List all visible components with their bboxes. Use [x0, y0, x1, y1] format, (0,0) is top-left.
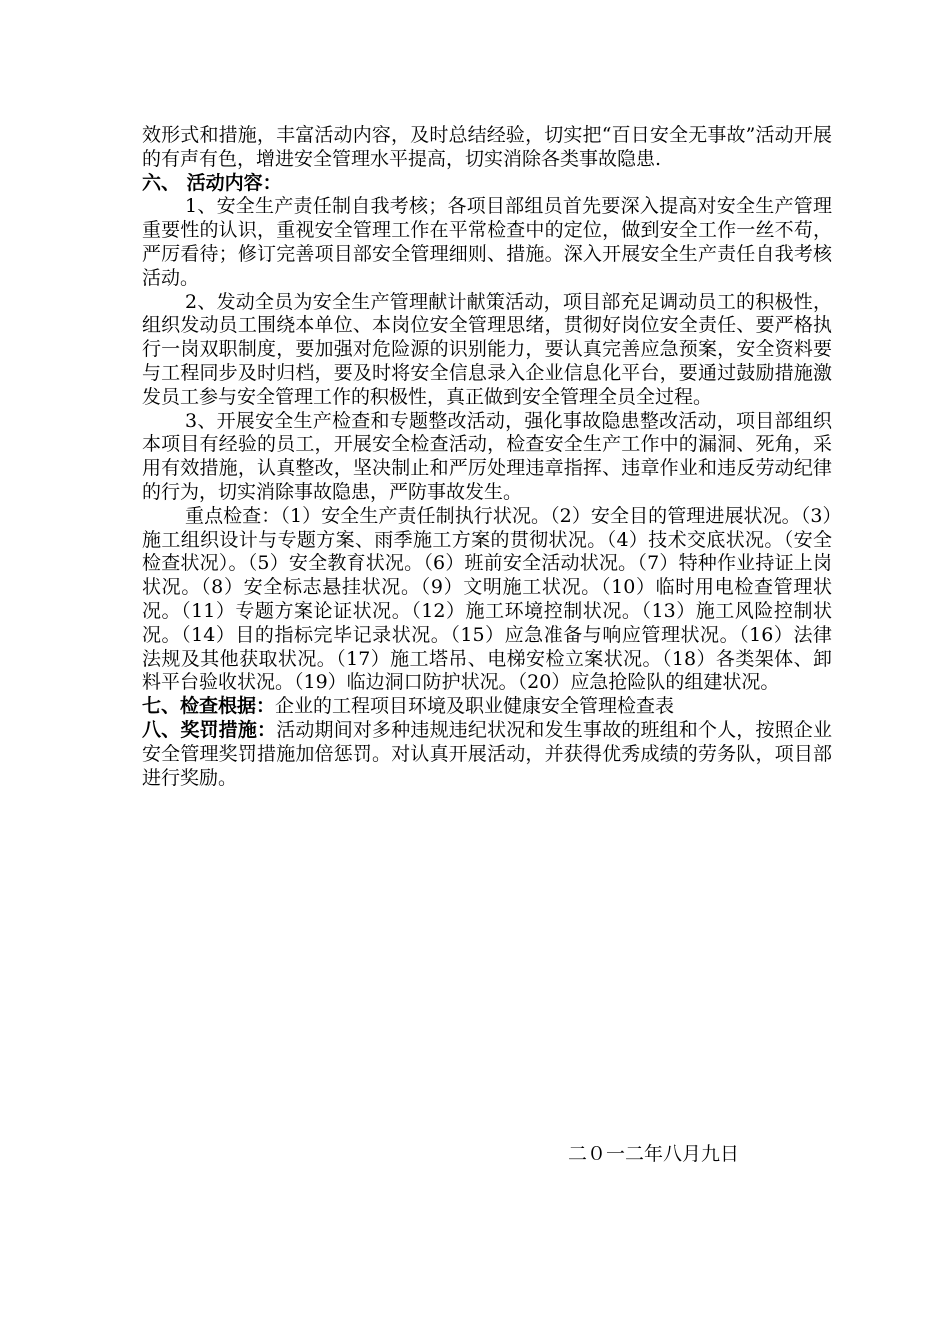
section-8 [142, 719, 832, 790]
section-8-text: 活动期间对多种违规违纪状况和发生事故的班组和个人，按照企业安全管理奖罚措施加倍惩罚。对认真开展活动，并获得优秀成绩的劳务队，项目部进行奖励。 [142, 718, 832, 789]
section-6-heading: 六、 活动内容： [142, 171, 282, 194]
document-date: 二０一二年八月九日 [568, 1143, 740, 1165]
section-6-item-2: 2、发动全员为安全生产管理献计献策活动，项目部充足调动员工的积极性，组织发动员工围绕本单位、本岗位安全管理思绪，贯彻好岗位安全责任、要严格执行一岗双职制度，要加强对危险源的识别能力，要认真完善应急预案，安全资料要与工程同步及时归档，要及时将安全信息录入企业信息化平台，要通过鼓励措施激发员工参与安全管理工作的积极性，真正做到安全管理全员全过程。 [142, 290, 832, 408]
key-inspection-paragraph: 重点检查：（1）安全生产责任制执行状况。（2）安全目的管理进展状况。（3）施工组织设计与专题方案、雨季施工方案的贯彻状况。（4）技术交底状况。（安全检查状况）。（5）安全教育状况。（6）班前安全活动状况。（7）特种作业持证上岗状况。（8）安全标志悬挂状况。（9）文明施工状况。（10）临时用电检查管理状况。（11）专题方案论证状况。（12）施工环境控制状况。（13）施工风险控制状况。（14）目的指标完毕记录状况。（15）应急准备与响应管理状况。（16）法律法规及其他获取状况。（17）施工塔吊、电梯安检立案状况。（18）各类架体、卸料平台验收状况。（19）临边洞口防护状况。（20）应急抢险队的组建状况。 [142, 504, 832, 694]
section-8-label: 八、奖罚措施： [142, 718, 277, 741]
section-6-item-1: 1、安全生产责任制自我考核；各项目部组员首先要深入提高对安全生产管理重要性的认识，重视安全管理工作在平常检查中的定位，做到安全工作一丝不苟，严厉看待；修订完善项目部安全管理细则、措施。深入开展安全生产责任自我考核活动。 [142, 195, 832, 289]
document-body [142, 124, 832, 790]
intro-paragraph: 效形式和措施，丰富活动内容，及时总结经验，切实把“百日安全无事故”活动开展的有声有色，增进安全管理水平提高，切实消除各类事故隐患. [142, 124, 832, 170]
section-7-text: 企业的工程项目环境及职业健康安全管理检查表 [275, 695, 675, 718]
section-6-item-3: 3、开展安全生产检查和专题整改活动，强化事故隐患整改活动，项目部组织本项目有经验的员工，开展安全检查活动，检查安全生产工作中的漏洞、死角，采用有效措施，认真整改，坚决制止和严厉处理违章指挥、违章作业和违反劳动纪律的行为，切实消除事故隐患，严防事故发生。 [142, 409, 832, 503]
section-7-label: 七、检查根据： [142, 695, 276, 718]
section-7 [142, 695, 832, 719]
